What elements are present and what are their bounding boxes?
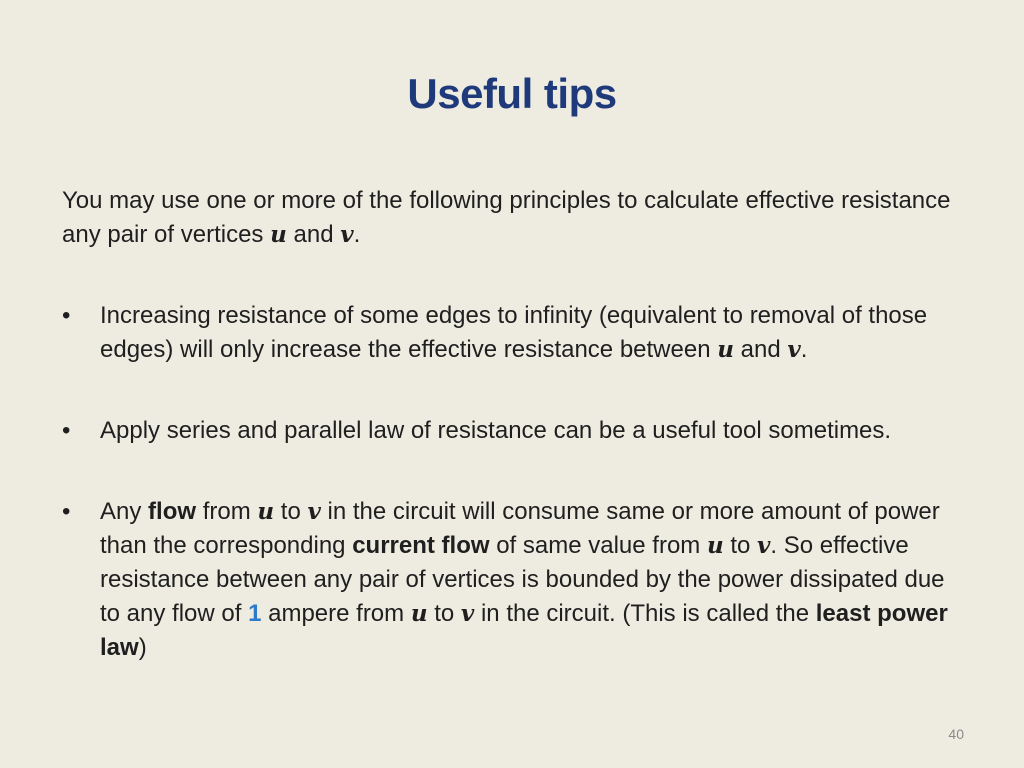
page-number: 40 <box>948 726 964 742</box>
bullet-text: to <box>723 532 758 559</box>
math-var-u: u <box>706 532 724 559</box>
math-var-v: v <box>460 600 475 627</box>
bullet-text: . <box>800 336 808 363</box>
bullet-icon: • <box>62 498 71 525</box>
tips-list <box>62 299 962 665</box>
list-item <box>62 414 962 448</box>
list-item <box>62 495 962 665</box>
bullet-text: Increasing resistance of some edges to infinity (equivalent to removal of those edges) will only increase the effective resistance between <box>100 302 928 363</box>
math-var-v: v <box>757 532 771 559</box>
bullet-text: in the circuit. (This is called the <box>474 600 816 627</box>
bullet-text: to <box>427 600 461 627</box>
term-flow: flow <box>148 498 197 525</box>
bullet-text: ampere from <box>261 600 411 627</box>
bullet-text: to <box>274 498 308 525</box>
bullet-icon: • <box>62 302 71 329</box>
intro-paragraph <box>62 184 962 252</box>
bullet-icon: • <box>62 417 71 444</box>
bullet-text: Any <box>100 498 149 525</box>
term-current-flow: current flow <box>352 532 490 559</box>
bullet-text: . So effective resistance between any pair of vertices is bounded by the power dissipated due to any flow of <box>100 532 945 627</box>
bullet-text: and <box>733 336 788 363</box>
math-var-u: u <box>410 600 428 627</box>
math-var-v: v <box>307 498 321 525</box>
bullet-text: in the circuit will consume same or more amount of power than the corresponding <box>100 498 940 559</box>
bullet-text: Apply series and parallel law of resistance can be a useful tool sometimes. <box>100 417 892 444</box>
bullet-text: from <box>196 498 258 525</box>
intro-text: . <box>353 221 361 248</box>
math-var-v: v <box>340 221 354 248</box>
intro-text: You may use one or more of the following principles to calculate effective resistance any pair of vertices <box>62 187 951 248</box>
math-var-u: u <box>257 498 275 525</box>
math-var-u: u <box>717 336 734 363</box>
slide-title: Useful tips <box>407 70 617 117</box>
intro-text: and <box>286 221 341 248</box>
bullet-text: of same value from <box>489 532 707 559</box>
accent-number-one: 1 <box>248 600 262 627</box>
math-var-v: v <box>787 336 801 363</box>
math-var-u: u <box>270 221 287 248</box>
bullet-text: ) <box>138 634 147 661</box>
slide-body <box>62 184 962 665</box>
list-item <box>62 299 962 367</box>
term-least-power-law: least power law <box>100 600 948 661</box>
